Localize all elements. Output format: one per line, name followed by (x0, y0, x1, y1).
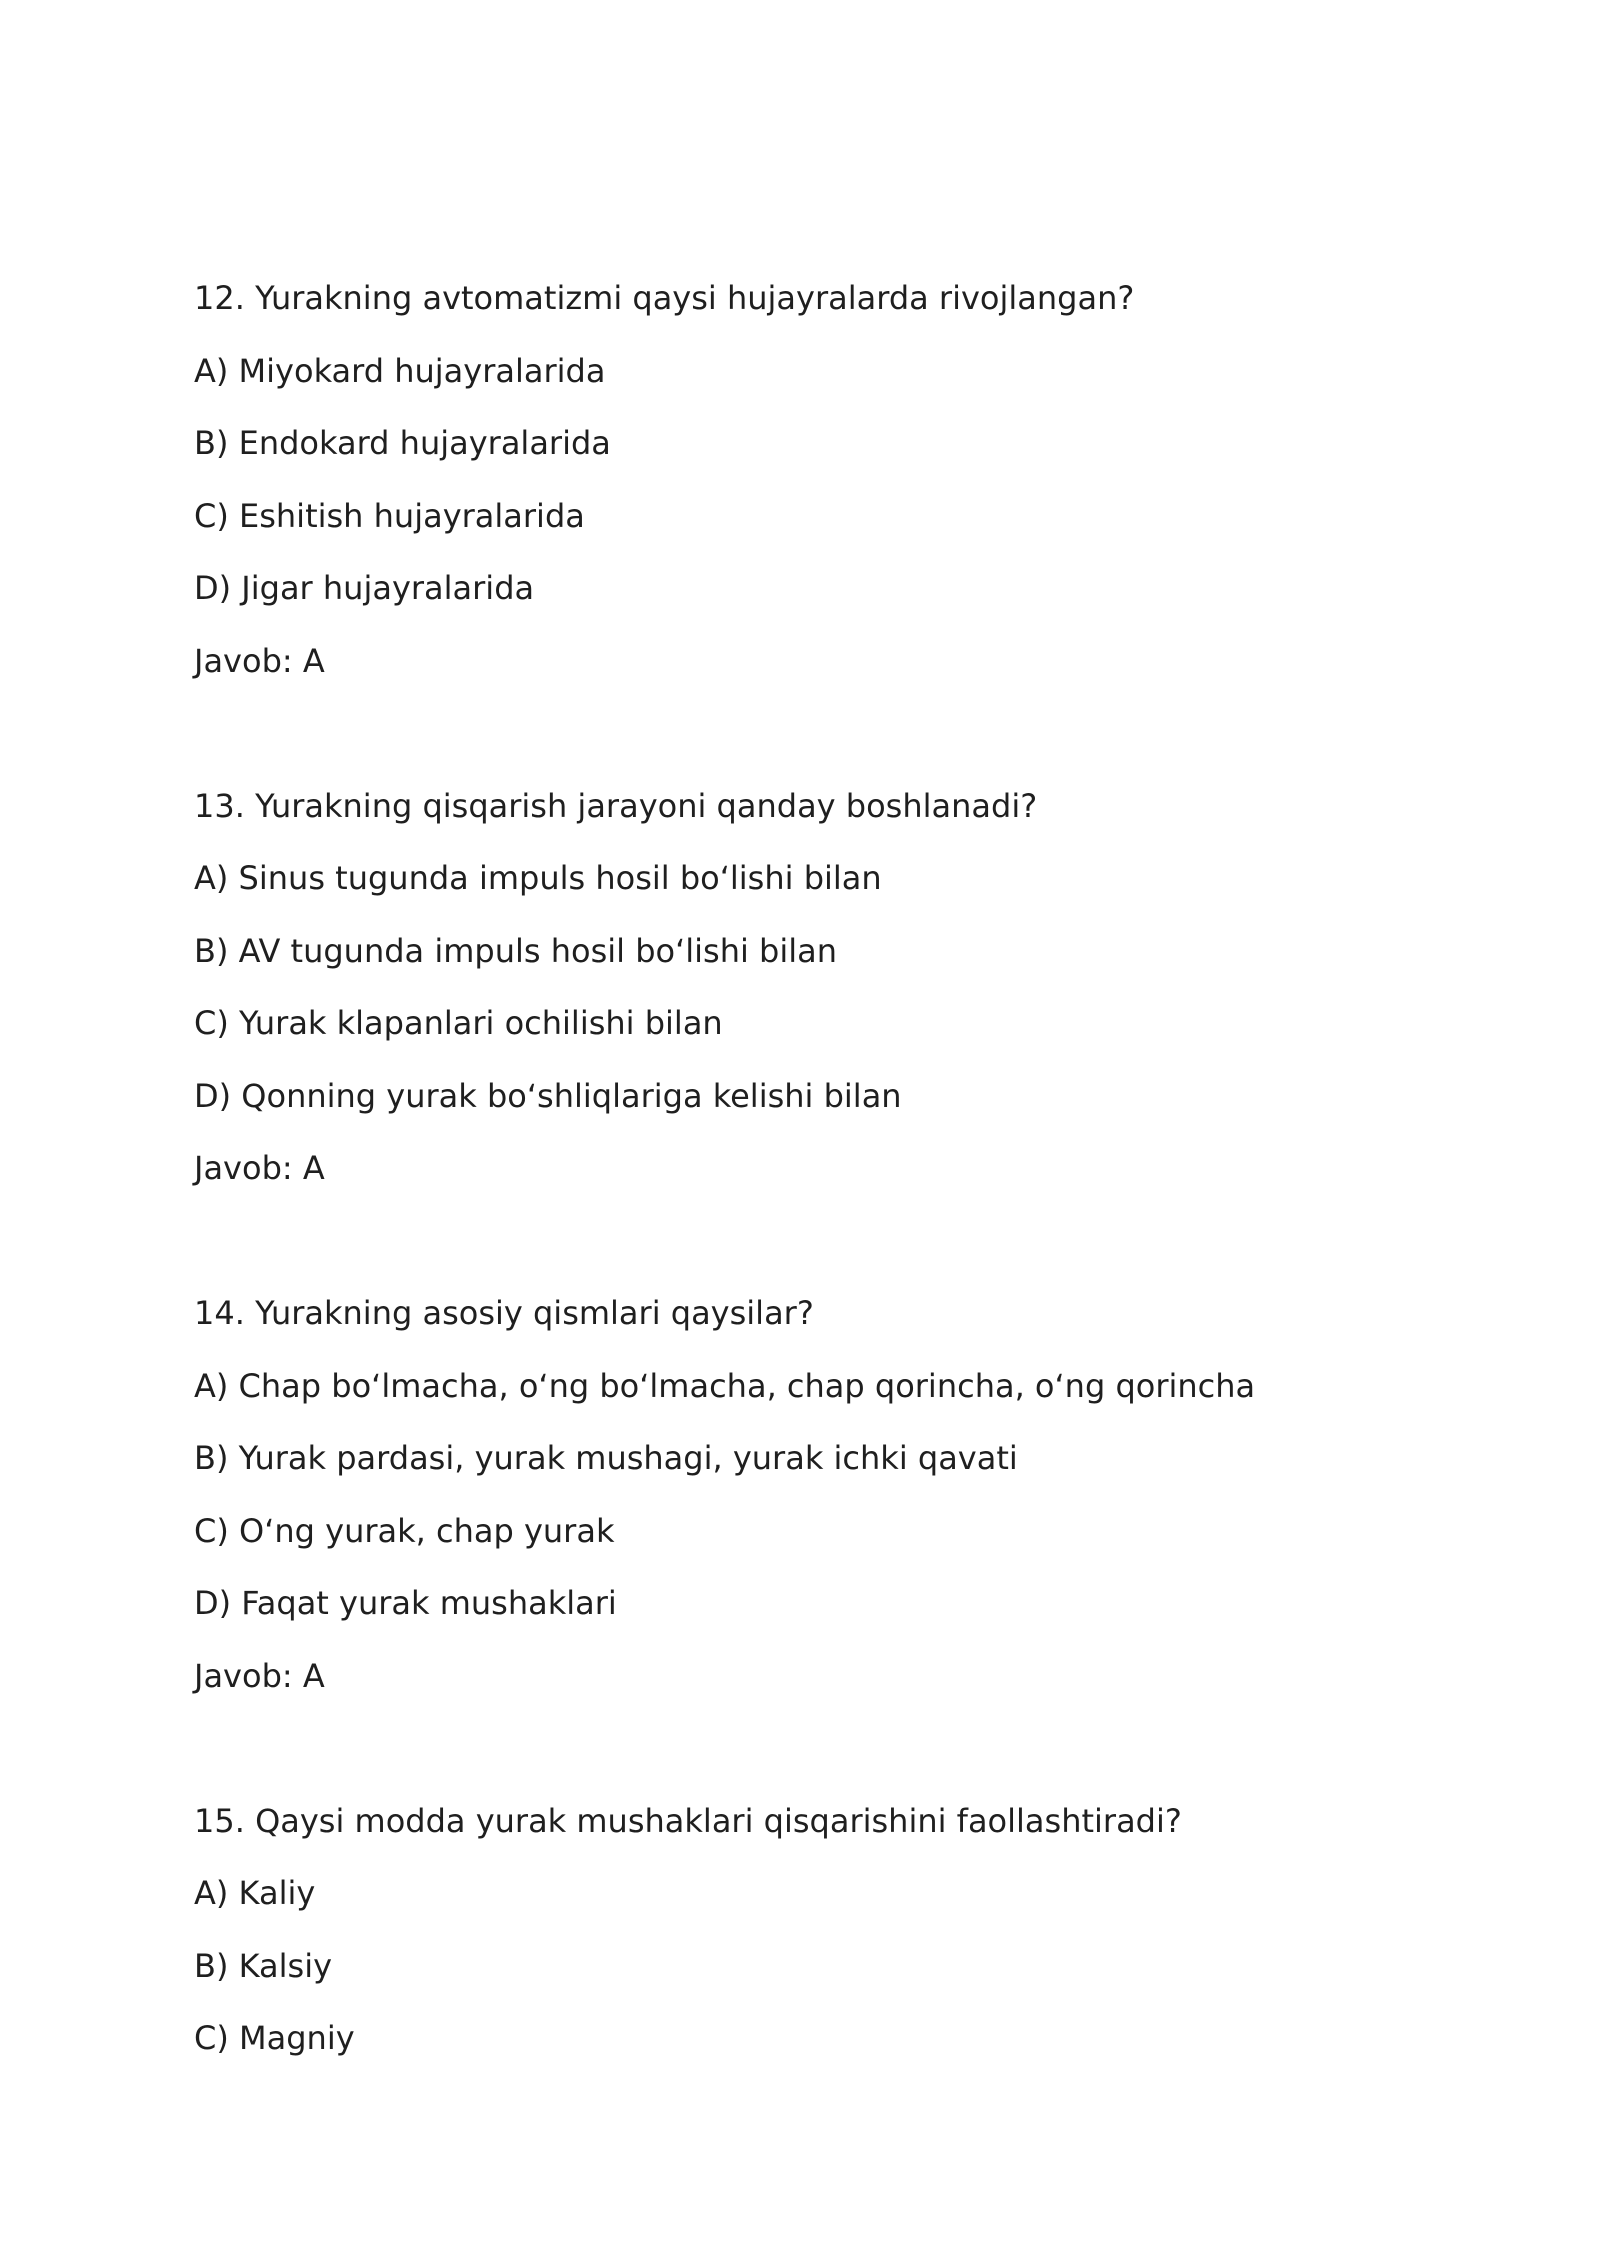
option-d: D) Qonning yurak bo‘shliqlariga kelishi bilan (194, 1076, 902, 1115)
option-a: A) Kaliy (194, 1874, 316, 1912)
answer-text: Javob: A (194, 641, 325, 680)
spacer (194, 1712, 1454, 1785)
option-d: D) Jigar hujayralarida (194, 569, 535, 607)
question-block (194, 1785, 1454, 2075)
option-a: A) Sinus tugunda impuls hosil bo‘lishi bilan (194, 859, 882, 897)
option-c: C) Magniy (194, 2019, 355, 2057)
question-text: 12. Yurakning avtomatizmi qaysi hujayralarda rivojlangan? (194, 279, 1135, 317)
answer-text: Javob: A (194, 1656, 325, 1695)
option-c: C) Eshitish hujayralarida (194, 496, 585, 535)
question-block (194, 770, 1454, 1205)
option-b: B) Kalsiy (194, 1946, 333, 1985)
question-text: 15. Qaysi modda yurak mushaklari qisqarishini faollashtiradi? (194, 1801, 1182, 1840)
option-c: C) O‘ng yurak, chap yurak (194, 1511, 615, 1550)
answer-text: Javob: A (194, 1149, 325, 1187)
question-block (194, 1277, 1454, 1712)
option-a: A) Miyokard hujayralarida (194, 351, 606, 390)
option-d: D) Faqat yurak mushaklari (194, 1584, 617, 1622)
option-b: B) Endokard hujayralarida (194, 424, 611, 462)
spacer (194, 697, 1454, 770)
spacer (194, 1205, 1454, 1278)
option-b: B) AV tugunda impuls hosil bo‘lishi bilan (194, 931, 838, 970)
option-a: A) Chap bo‘lmacha, o‘ng bo‘lmacha, chap qorincha, o‘ng qorincha (194, 1366, 1256, 1405)
quiz-content (194, 262, 1454, 2075)
question-block (194, 262, 1454, 697)
question-text: 14. Yurakning asosiy qismlari qaysilar? (194, 1294, 814, 1332)
question-text: 13. Yurakning qisqarish jarayoni qanday boshlanadi? (194, 786, 1038, 825)
option-c: C) Yurak klapanlari ochilishi bilan (194, 1004, 723, 1042)
option-b: B) Yurak pardasi, yurak mushagi, yurak ichki qavati (194, 1439, 1018, 1477)
